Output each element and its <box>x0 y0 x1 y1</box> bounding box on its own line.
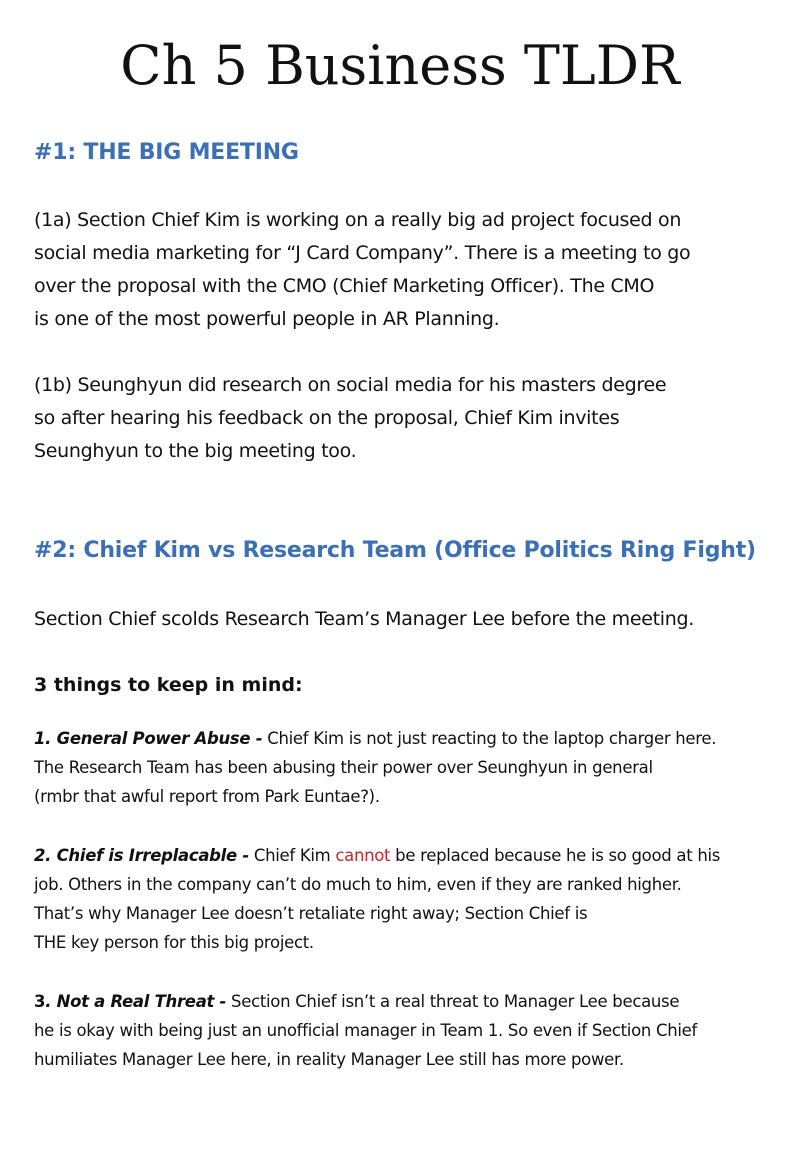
list-item-line <box>34 841 720 870</box>
list-item-line <box>34 987 697 1016</box>
paragraph-line: social media marketing for “J Card Company”. There is a meeting to go <box>34 242 691 264</box>
paragraph-line: (1b) Seunghyun did research on social media for his masters degree <box>34 374 667 396</box>
list-item-1 <box>34 724 716 811</box>
list-item-lead: . Not a Real Threat - <box>45 992 227 1011</box>
paragraph-1b <box>34 369 666 468</box>
paragraph-line: Seunghyun to the big meeting too. <box>34 440 357 462</box>
list-item-line: The Research Team has been abusing their power over Seunghyun in general <box>34 758 653 777</box>
list-item-lead: 2. Chief is Irreplacable - <box>34 846 249 865</box>
paragraph-line: (1a) Section Chief Kim is working on a really big ad project focused on <box>34 209 682 231</box>
list-item-line: job. Others in the company can’t do much to him, even if they are ranked higher. <box>34 875 682 894</box>
list-item-text: Chief Kim is not just reacting to the laptop charger here. <box>262 729 717 748</box>
list-item-lead: 1. General Power Abuse - <box>34 729 263 748</box>
section-2-heading: #2: Chief Kim vs Research Team (Office Politics Ring Fight) <box>34 538 756 563</box>
section-1-heading: #1: THE BIG MEETING <box>34 140 299 165</box>
list-item-line <box>34 724 716 753</box>
emphasis-text: cannot <box>335 846 391 865</box>
list-item-3 <box>34 987 697 1074</box>
page-title: Ch 5 Business TLDR <box>120 34 680 97</box>
list-item-text: Section Chief isn’t a real threat to Manager Lee because <box>226 992 680 1011</box>
paragraph-1a <box>34 204 690 336</box>
list-item-line: he is okay with being just an unofficial manager in Team 1. So even if Section Chief <box>34 1021 697 1040</box>
paragraph-line: so after hearing his feedback on the proposal, Chief Kim invites <box>34 407 620 429</box>
list-item-text: be replaced because he is so good at his <box>390 846 721 865</box>
section-2-intro: Section Chief scolds Research Team’s Manager Lee before the meeting. <box>34 608 695 630</box>
section-2-subheading: 3 things to keep in mind: <box>34 674 303 696</box>
list-item-line: humiliates Manager Lee here, in reality Manager Lee still has more power. <box>34 1050 624 1069</box>
paragraph-line: over the proposal with the CMO (Chief Marketing Officer). The CMO <box>34 275 655 297</box>
list-item-line: (rmbr that awful report from Park Euntae?). <box>34 787 380 806</box>
list-item-2 <box>34 841 720 957</box>
list-item-text: Chief Kim <box>248 846 336 865</box>
list-item-number: 3 <box>34 992 46 1011</box>
list-item-line: That’s why Manager Lee doesn’t retaliate right away; Section Chief is <box>34 904 588 923</box>
paragraph-line: is one of the most powerful people in AR Planning. <box>34 308 500 330</box>
list-item-line: THE key person for this big project. <box>34 933 314 952</box>
